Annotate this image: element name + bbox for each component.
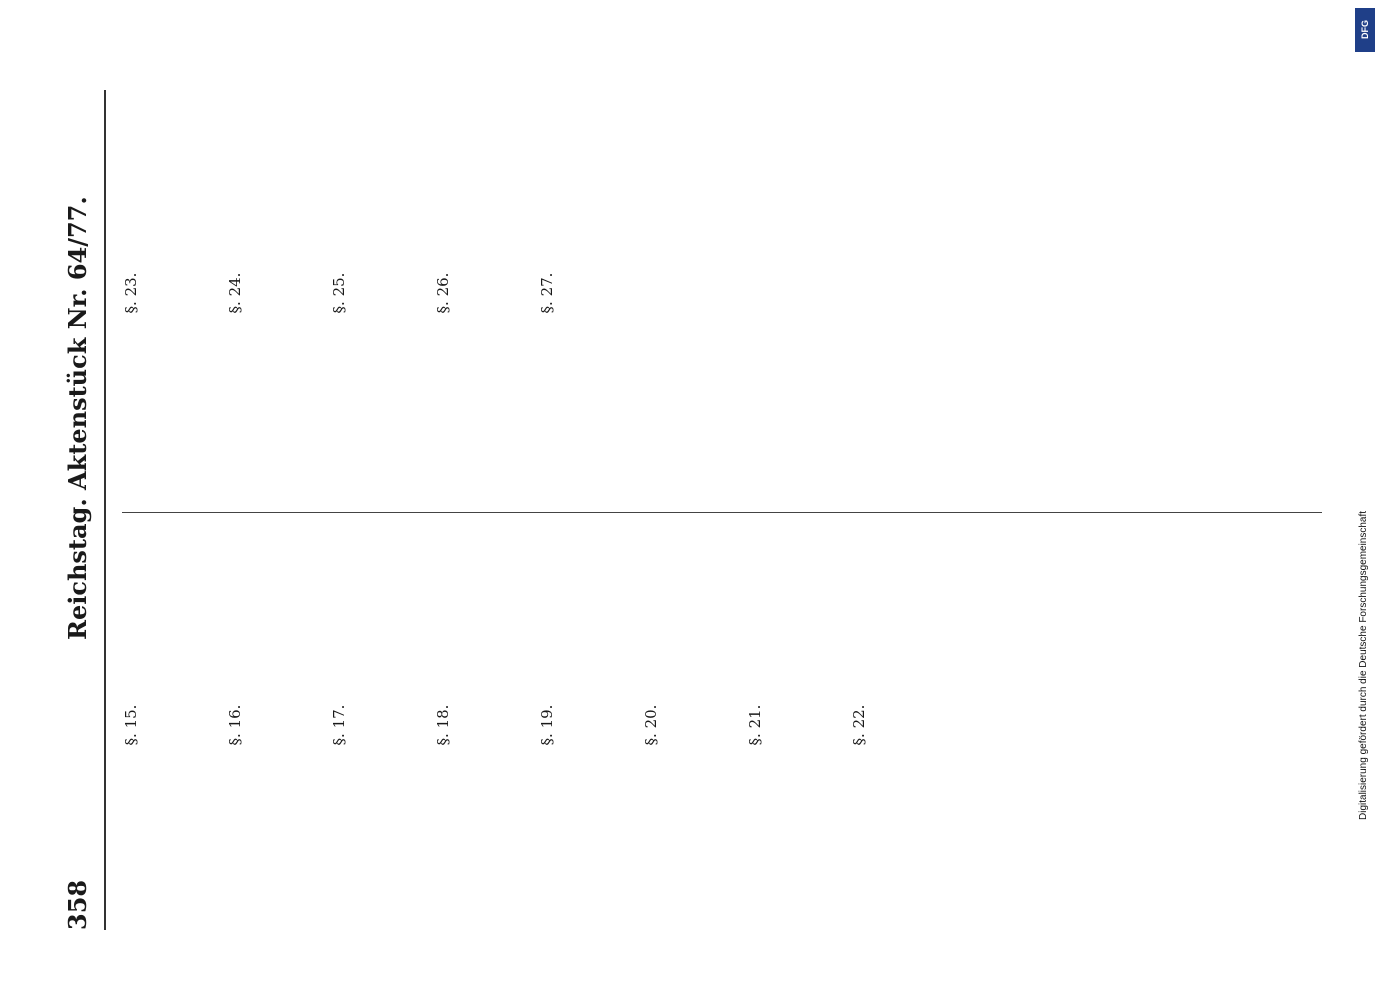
section-16 bbox=[226, 520, 318, 930]
section-heading: §. 21. bbox=[746, 704, 764, 746]
dfg-logo: DFG bbox=[1355, 8, 1375, 52]
section-15 bbox=[122, 520, 214, 930]
section-heading: §. 19. bbox=[538, 704, 556, 746]
section-text bbox=[248, 88, 318, 498]
section-text bbox=[352, 520, 422, 930]
section-text bbox=[560, 520, 630, 930]
section-text bbox=[144, 520, 214, 930]
section-heading: §. 15. bbox=[122, 704, 140, 746]
section-text bbox=[560, 88, 630, 498]
column-divider bbox=[122, 512, 1322, 513]
credit-text: Digitalisierung gefördert durch die Deutsche Forschungsgemeinschaft bbox=[1358, 510, 1369, 820]
section-heading: §. 18. bbox=[434, 704, 452, 746]
document-page bbox=[22, 60, 1352, 960]
section-19 bbox=[538, 520, 630, 930]
section-25 bbox=[330, 88, 422, 498]
section-18 bbox=[434, 520, 526, 930]
section-text bbox=[248, 520, 318, 930]
section-text bbox=[872, 520, 942, 930]
page-number: 358 bbox=[62, 879, 92, 930]
running-head bbox=[60, 90, 94, 930]
section-26 bbox=[434, 88, 526, 498]
header-rule bbox=[104, 90, 106, 930]
section-24 bbox=[226, 88, 318, 498]
section-text bbox=[664, 520, 734, 930]
section-text bbox=[352, 88, 422, 498]
left-column bbox=[122, 520, 1322, 930]
section-22 bbox=[850, 520, 942, 930]
section-text bbox=[144, 88, 214, 498]
section-text bbox=[768, 520, 838, 930]
section-heading: §. 20. bbox=[642, 704, 660, 746]
section-heading: §. 27. bbox=[538, 272, 556, 314]
section-23 bbox=[122, 88, 214, 498]
section-20 bbox=[642, 520, 734, 930]
section-heading: §. 26. bbox=[434, 272, 452, 314]
section-text bbox=[456, 88, 526, 498]
section-heading: §. 17. bbox=[330, 704, 348, 746]
section-heading: §. 22. bbox=[850, 704, 868, 746]
section-text bbox=[456, 520, 526, 930]
digitization-credit bbox=[1352, 0, 1378, 1000]
section-heading: §. 23. bbox=[122, 272, 140, 314]
section-heading: §. 24. bbox=[226, 272, 244, 314]
right-column bbox=[122, 88, 1322, 498]
section-27 bbox=[538, 88, 630, 498]
page-title: Reichstag. Aktenstück Nr. 64/77. bbox=[62, 196, 92, 640]
section-heading: §. 16. bbox=[226, 704, 244, 746]
section-heading: §. 25. bbox=[330, 272, 348, 314]
section-21 bbox=[746, 520, 838, 930]
section-17 bbox=[330, 520, 422, 930]
